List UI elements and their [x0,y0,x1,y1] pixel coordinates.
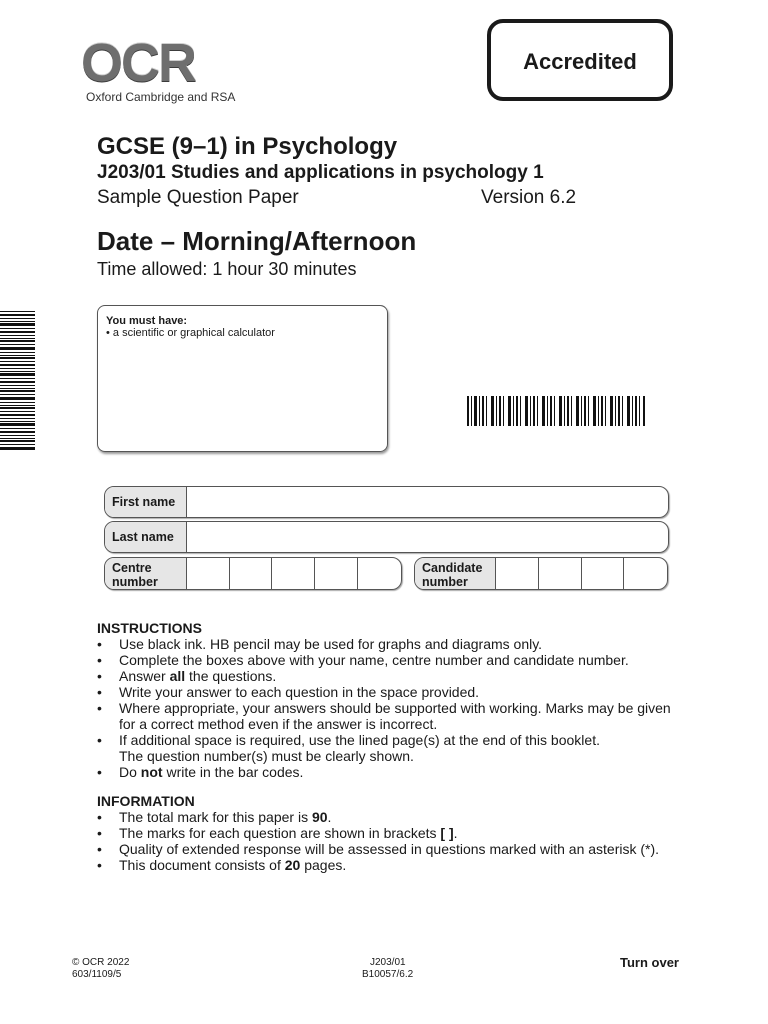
logo-subtitle: Oxford Cambridge and RSA [86,90,236,104]
main-barcode [463,396,647,429]
footer-left [72,957,129,981]
candidate-number-digit[interactable] [624,558,667,589]
last-name-row [104,521,669,553]
requirements-title: You must have: [106,315,188,327]
first-name-row [104,486,669,518]
list-item: • This document consists of 20 pages. [97,857,697,873]
candidate-number-label: Candidate number [415,558,496,589]
footer-center [362,957,413,981]
information-heading: INFORMATION [97,793,195,809]
first-name-field[interactable] [187,487,668,517]
candidate-number-digit[interactable] [496,558,539,589]
last-name-field[interactable] [187,522,668,552]
requirements-box [97,305,388,452]
centre-number-digit[interactable] [230,558,273,589]
list-item: • Quality of extended response will be assessed in questions marked with an asterisk (*). [97,841,697,857]
list-item: • Do not write in the bar codes. [97,764,697,780]
candidate-number-row [414,557,668,590]
subject-title: GCSE (9–1) in Psychology [97,133,398,160]
exam-date: Date – Morning/Afternoon [97,226,417,256]
information-list [97,809,697,873]
list-item: • Write your answer to each question in the space provided. [97,684,697,700]
list-item: • If additional space is required, use the lined page(s) at the end of this booklet. The question number(s) must be clearly shown. [97,732,697,764]
copyright: © OCR 2022 [72,957,130,968]
paper-type: Sample Question Paper [97,187,299,208]
candidate-number-digit[interactable] [539,558,582,589]
list-item: • The marks for each question are shown in brackets [ ]. [97,825,697,841]
paper-code-title: J203/01 Studies and applications in psychology 1 [97,162,544,183]
centre-number-digit[interactable] [315,558,358,589]
list-item: • Where appropriate, your answers should be supported with working. Marks may be given for a correct method even if the answer is incorrect. [97,700,697,732]
accredited-badge [487,19,673,101]
accreditation-number: 603/1109/5 [72,969,122,980]
version-label: Version 6.2 [481,187,577,208]
time-allowed: Time allowed: 1 hour 30 minutes [97,259,357,279]
centre-number-digit[interactable] [272,558,315,589]
turn-over: Turn over [620,955,679,970]
list-item: • The total mark for this paper is 90. [97,809,697,825]
accredited-label: Accredited [523,49,637,74]
centre-number-digit[interactable] [358,558,401,589]
footer-paper-code: J203/01 [370,957,406,968]
list-item: • Answer all the questions. [97,668,697,684]
instructions-heading: INSTRUCTIONS [97,620,202,636]
candidate-number-digit[interactable] [582,558,625,589]
centre-number-digit[interactable] [187,558,230,589]
footer-document-code: B10057/6.2 [362,969,414,980]
instructions-list [97,636,697,780]
first-name-label: First name [105,487,187,517]
centre-number-row [104,557,402,590]
last-name-label: Last name [105,522,187,552]
requirement-item: • a scientific or graphical calculator [106,327,275,339]
list-item: • Complete the boxes above with your name, centre number and candidate number. [97,652,697,668]
list-item: • Use black ink. HB pencil may be used for graphs and diagrams only. [97,636,697,652]
ocr-logo: OCR [81,33,195,93]
side-barcode [0,311,35,450]
centre-number-label: Centre number [105,558,187,589]
